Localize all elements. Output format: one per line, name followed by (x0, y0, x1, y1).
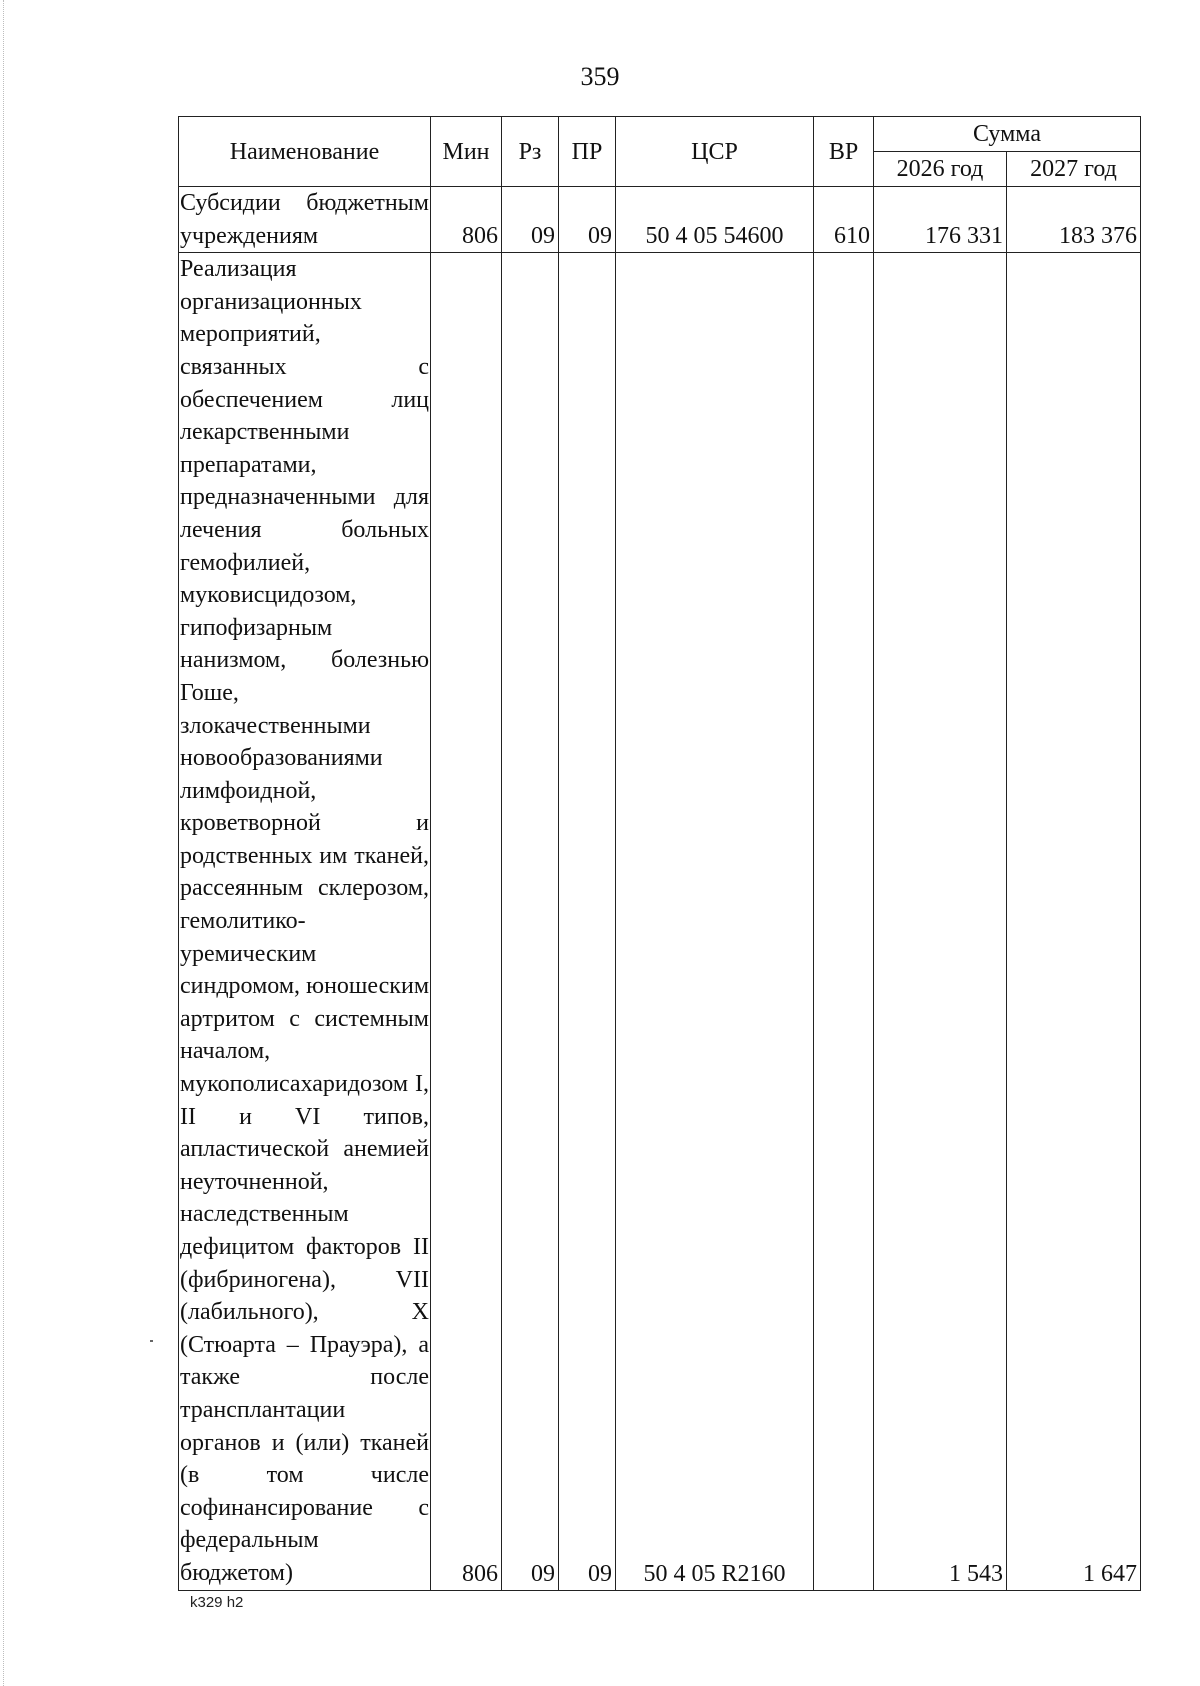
header-name: Наименование (179, 117, 431, 187)
table-row (179, 253, 1141, 1590)
budget-table (178, 116, 1141, 1591)
header-year-2026: 2026 год (874, 152, 1007, 187)
row-vr (814, 253, 874, 1590)
row-sum-2027: 1 647 (1007, 253, 1141, 1590)
row-vr: 610 (814, 187, 874, 253)
row-sum-2026: 176 331 (874, 187, 1007, 253)
header-row (179, 117, 1141, 152)
row-sum-2027: 183 376 (1007, 187, 1141, 253)
row-pr: 09 (559, 253, 616, 1590)
header-vr: ВР (814, 117, 874, 187)
row-rz: 09 (502, 253, 559, 1590)
row-csr: 50 4 05 54600 (616, 187, 814, 253)
row-csr: 50 4 05 R2160 (616, 253, 814, 1590)
footer-code: k329 h2 (190, 1594, 244, 1611)
header-csr: ЦСР (616, 117, 814, 187)
row-min: 806 (431, 187, 502, 253)
row-name: Субсидии бюджетным учреждениям (179, 187, 431, 253)
row-pr: 09 (559, 187, 616, 253)
header-rz: Рз (502, 117, 559, 187)
row-min: 806 (431, 253, 502, 1590)
row-name: Реализация организационных мероприятий, связанных с обеспечением лиц лекарственными препаратами, предназначенными для лечения больных гемофилией, муковисцидозом, гипофизарным нанизмом, болезнью Гоше, злокачественными новообразованиями лимфоидной, кроветворной и родственных им тканей, рассеянным склерозом, гемолитико-уремическим синдромом, юношеским артритом с системным началом, мукополисахаридозом I, II и VI типов, апластической анемией неуточненной, наследственным дефицитом факторов II (фибриногена), VII (лабильного), X (Стюарта – Прауэра), а также после трансплантации органов и (или) тканей (в том числе софинансирование с федеральным бюджетом) (179, 253, 431, 1590)
header-pr: ПР (559, 117, 616, 187)
scan-speck (150, 1340, 153, 1342)
header-min: Мин (431, 117, 502, 187)
table-row (179, 187, 1141, 253)
page-number: 359 (580, 62, 620, 91)
row-rz: 09 (502, 187, 559, 253)
scan-edge (3, 0, 4, 1686)
header-year-2027: 2027 год (1007, 152, 1141, 187)
row-sum-2026: 1 543 (874, 253, 1007, 1590)
header-sum: Сумма (874, 117, 1141, 152)
